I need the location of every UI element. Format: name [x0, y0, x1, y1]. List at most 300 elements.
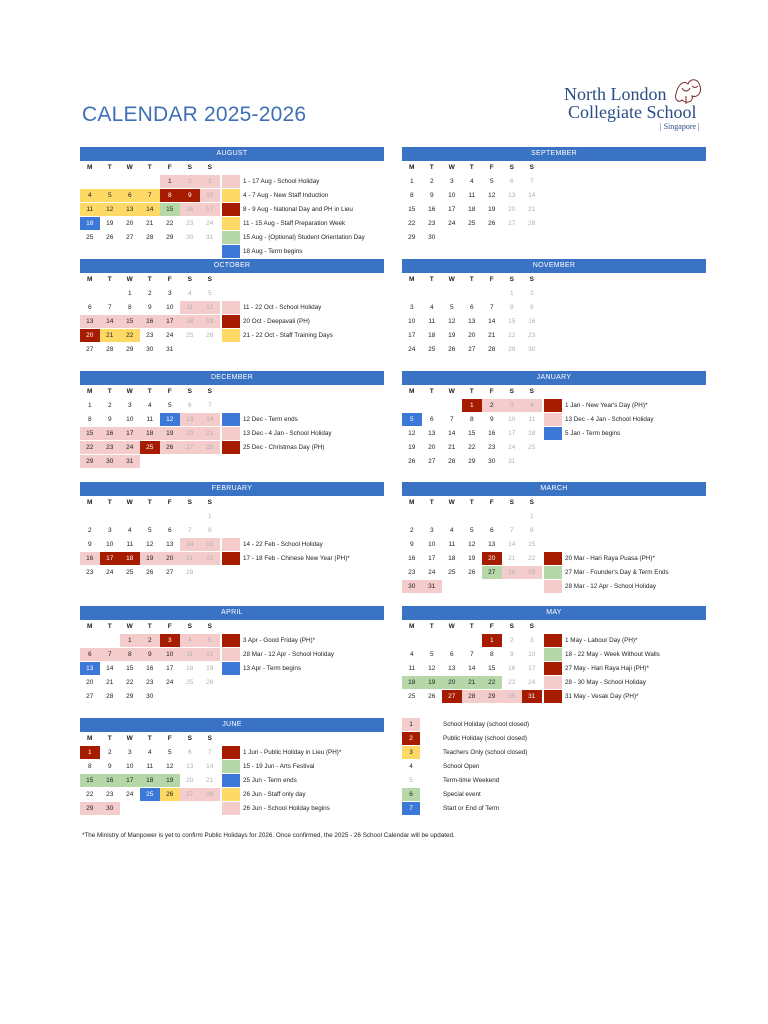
event-text: 25 Dec - Christmas Day (PH)	[243, 444, 325, 451]
day-cell: 18	[180, 315, 200, 328]
weekday-label: S	[509, 276, 514, 283]
month-header: AUGUST	[80, 147, 384, 161]
week-row	[80, 634, 220, 648]
event-note	[222, 175, 384, 188]
day-cell: 14	[508, 541, 516, 548]
day-cell: 17	[428, 555, 436, 562]
day-cell: 9	[107, 763, 112, 770]
day-cell: 9	[87, 541, 92, 548]
event-note	[544, 580, 706, 593]
day-cell: 9	[107, 416, 112, 423]
day-cell: 18	[186, 665, 194, 672]
day-cell: 3	[167, 290, 172, 297]
week-row	[80, 427, 220, 441]
weekday-label: T	[107, 623, 112, 630]
day-cell: 31	[508, 458, 516, 465]
weekday-label: T	[107, 388, 112, 395]
day-cell: 2	[107, 402, 112, 409]
day-cell: 21	[488, 332, 496, 339]
day-cell: 11	[428, 318, 436, 325]
day-cell: 24	[206, 220, 214, 227]
day-cell: 12	[200, 301, 220, 314]
empty-cell	[502, 510, 522, 523]
day-cell: 23	[86, 569, 94, 576]
day-cell: 30	[100, 455, 120, 468]
day-cell: 21	[528, 206, 536, 213]
logo-line-2: Collegiate School	[568, 102, 697, 122]
day-cell: 29	[80, 802, 100, 815]
day-cell: 31	[206, 234, 214, 241]
day-cell: 18	[140, 774, 160, 787]
empty-cell	[160, 510, 180, 523]
event-swatch	[544, 566, 562, 579]
weekday-label: T	[429, 164, 434, 171]
day-cell: 26	[160, 441, 180, 454]
day-cell: 7	[207, 402, 212, 409]
day-cell: 26	[106, 234, 114, 241]
day-cell: 20	[186, 777, 194, 784]
empty-cell	[160, 690, 180, 703]
day-cell: 21	[180, 552, 200, 565]
day-cell: 7	[469, 651, 474, 658]
day-cell: 31	[166, 346, 174, 353]
day-cell: 16	[428, 206, 436, 213]
day-cell: 19	[408, 444, 416, 451]
day-cell: 15	[80, 774, 100, 787]
empty-cell	[120, 510, 140, 523]
event-note	[222, 662, 384, 675]
day-cell: 8	[529, 527, 534, 534]
day-cell: 12	[100, 203, 120, 216]
day-cell: 29	[126, 346, 134, 353]
day-cell: 4	[80, 189, 100, 202]
empty-cell	[402, 634, 422, 647]
day-cell: 24	[166, 332, 174, 339]
event-swatch	[222, 746, 240, 759]
day-cell: 7	[449, 416, 454, 423]
empty-cell	[462, 580, 482, 593]
week-row	[80, 676, 220, 690]
empty-cell	[100, 287, 120, 300]
day-cell: 14	[140, 203, 160, 216]
weekday-label: S	[187, 623, 192, 630]
day-cell: 4	[147, 402, 152, 409]
day-cell: 5	[167, 749, 172, 756]
day-cell: 2	[107, 749, 112, 756]
day-cell: 18	[428, 332, 436, 339]
day-cell: 16	[80, 552, 100, 565]
event-text: 25 Jun - Term ends	[243, 777, 297, 784]
day-cell: 30	[186, 234, 194, 241]
day-cell: 9	[529, 304, 534, 311]
logo-line-3: | Singapore |	[660, 122, 700, 131]
event-note	[222, 634, 384, 647]
event-note	[222, 427, 384, 440]
weekday-label: W	[448, 388, 455, 395]
day-cell: 25	[140, 788, 160, 801]
day-cell: 13	[166, 541, 174, 548]
month-header: JUNE	[80, 718, 384, 732]
day-cell: 10	[166, 304, 174, 311]
legend-label: Special event	[443, 791, 481, 798]
day-cell: 29	[408, 234, 416, 241]
week-row	[402, 510, 542, 524]
week-row	[80, 774, 220, 788]
day-cell: 2	[87, 527, 92, 534]
month-february	[80, 482, 384, 576]
empty-cell	[120, 802, 140, 815]
weekday-label: S	[187, 499, 192, 506]
legend-item	[402, 774, 499, 787]
week-row	[80, 788, 220, 802]
legend-label: Start or End of Term	[443, 805, 500, 812]
day-cell: 14	[106, 665, 114, 672]
day-cell: 1	[80, 746, 100, 759]
day-cell: 21	[100, 329, 120, 342]
day-cell: 25	[528, 444, 536, 451]
day-cell: 16	[100, 427, 120, 440]
day-cell: 17	[408, 332, 416, 339]
legend-item	[402, 760, 479, 773]
weekday-label: F	[167, 499, 172, 506]
weekday-label: F	[167, 623, 172, 630]
weekday-label: F	[489, 623, 494, 630]
week-row	[80, 802, 220, 816]
day-cell: 6	[187, 749, 192, 756]
event-text: 17 - 18 Feb - Chinese New Year (PH)*	[243, 555, 350, 562]
event-swatch	[544, 690, 562, 703]
day-cell: 1	[127, 290, 132, 297]
week-row	[80, 662, 220, 676]
day-cell: 22	[86, 791, 94, 798]
day-cell: 19	[200, 315, 220, 328]
legend-label: Term-time Weekend	[443, 777, 500, 784]
day-cell: 14	[528, 192, 536, 199]
event-note	[544, 413, 706, 426]
day-cell: 21	[106, 679, 114, 686]
day-cell: 20	[428, 444, 436, 451]
month-header: SEPTEMBER	[402, 147, 706, 161]
day-cell: 25	[428, 346, 436, 353]
week-row	[402, 552, 542, 566]
day-cell: 2	[140, 634, 160, 647]
weekday-label: T	[469, 623, 474, 630]
empty-cell	[522, 580, 542, 593]
event-swatch	[222, 245, 240, 258]
day-cell: 28	[502, 566, 522, 579]
day-cell: 12	[408, 430, 416, 437]
crest-icon	[672, 74, 704, 108]
event-text: 31 May - Vesak Day (PH)*	[565, 693, 639, 700]
day-cell: 22	[120, 329, 140, 342]
day-cell: 6	[80, 648, 100, 661]
event-swatch	[222, 552, 240, 565]
event-text: 20 Mar - Hari Raya Puasa (PH)*	[565, 555, 655, 562]
day-cell: 30	[488, 458, 496, 465]
day-cell: 11	[528, 416, 536, 423]
day-cell: 27	[442, 690, 462, 703]
event-text: 8 - 9 Aug - National Day and PH in Lieu	[243, 206, 353, 213]
weekday-label: M	[409, 276, 415, 283]
empty-cell	[482, 580, 502, 593]
legend-label: School Open	[443, 763, 480, 770]
day-cell: 21	[448, 444, 456, 451]
event-swatch	[222, 538, 240, 551]
week-row	[80, 287, 220, 301]
event-note	[544, 399, 706, 412]
day-cell: 8	[409, 192, 414, 199]
day-cell: 30	[502, 690, 522, 703]
empty-cell	[422, 287, 442, 300]
weekday-label: F	[489, 164, 494, 171]
day-cell: 27	[180, 788, 200, 801]
week-row	[80, 690, 220, 704]
weekday-label: T	[147, 499, 152, 506]
weekday-label: S	[207, 388, 212, 395]
empty-cell	[200, 455, 220, 468]
event-note	[222, 648, 384, 661]
day-cell: 12	[146, 541, 154, 548]
day-cell: 6	[469, 304, 474, 311]
day-cell: 8	[87, 416, 92, 423]
empty-cell	[180, 455, 200, 468]
week-row	[80, 175, 220, 189]
day-cell: 13	[468, 318, 476, 325]
day-cell: 16	[180, 203, 200, 216]
weekday-label: S	[529, 164, 534, 171]
weekday-header	[80, 273, 220, 287]
day-cell: 7	[100, 648, 120, 661]
event-text: 15 - 19 Jun - Arts Festival	[243, 763, 315, 770]
day-cell: 16	[508, 665, 516, 672]
weekday-header	[80, 732, 220, 746]
day-cell: 7	[489, 304, 494, 311]
week-row	[402, 427, 542, 441]
week-row	[80, 329, 220, 343]
empty-cell	[180, 802, 200, 815]
day-cell: 4	[469, 178, 474, 185]
day-cell: 10	[448, 192, 456, 199]
legend-item	[402, 718, 529, 731]
event-swatch	[544, 662, 562, 675]
month-days	[402, 273, 542, 357]
day-cell: 22	[166, 220, 174, 227]
empty-cell	[422, 634, 442, 647]
empty-cell	[482, 287, 502, 300]
day-cell: 5	[402, 413, 422, 426]
day-cell: 7	[107, 304, 112, 311]
day-cell: 26	[488, 220, 496, 227]
weekday-label: W	[126, 499, 133, 506]
day-cell: 24	[166, 679, 174, 686]
day-cell: 19	[448, 332, 456, 339]
day-cell: 24	[508, 444, 516, 451]
event-swatch	[222, 217, 240, 230]
event-note	[222, 746, 384, 759]
empty-cell	[422, 510, 442, 523]
day-cell: 30	[146, 346, 154, 353]
day-cell: 17	[200, 203, 220, 216]
day-cell: 28	[106, 346, 114, 353]
day-cell: 2	[409, 527, 414, 534]
day-cell: 9	[429, 192, 434, 199]
day-cell: 8	[207, 527, 212, 534]
day-cell: 8	[469, 416, 474, 423]
event-note	[222, 774, 384, 787]
empty-cell	[200, 343, 220, 356]
day-cell: 24	[428, 569, 436, 576]
day-cell: 26	[428, 693, 436, 700]
day-cell: 23	[100, 441, 120, 454]
month-days	[402, 496, 542, 594]
weekday-label: T	[147, 735, 152, 742]
day-cell: 29	[166, 234, 174, 241]
empty-cell	[100, 175, 120, 188]
day-cell: 30	[428, 234, 436, 241]
event-text: 27 Mar - Founder's Day & Term Ends	[565, 569, 669, 576]
event-text: 1 May - Labour Day (PH)*	[565, 637, 638, 644]
week-row	[402, 580, 542, 594]
month-january	[402, 371, 706, 465]
day-cell: 29	[80, 455, 100, 468]
weekday-label: T	[469, 499, 474, 506]
event-note	[222, 413, 384, 426]
weekday-label: T	[469, 276, 474, 283]
empty-cell	[200, 566, 220, 579]
week-row	[80, 343, 220, 357]
week-row	[80, 441, 220, 455]
day-cell: 27	[86, 346, 94, 353]
day-cell: 26	[160, 788, 180, 801]
day-cell: 28	[200, 441, 220, 454]
empty-cell	[200, 690, 220, 703]
day-cell: 3	[160, 634, 180, 647]
event-text: 13 Dec - 4 Jan - School Holiday	[565, 416, 654, 423]
day-cell: 25	[468, 220, 476, 227]
day-cell: 26	[146, 569, 154, 576]
event-note	[222, 802, 384, 815]
day-cell: 5	[207, 290, 212, 297]
day-cell: 25	[126, 569, 134, 576]
event-swatch	[544, 552, 562, 565]
day-cell: 3	[409, 304, 414, 311]
day-cell: 10	[200, 189, 220, 202]
month-header: NOVEMBER	[402, 259, 706, 273]
empty-cell	[442, 231, 462, 244]
day-cell: 1	[509, 290, 514, 297]
event-text: 26 Jun - Staff only day	[243, 791, 306, 798]
event-note	[222, 552, 384, 565]
day-cell: 25	[448, 569, 456, 576]
empty-cell	[180, 690, 200, 703]
day-cell: 27	[126, 234, 134, 241]
month-days	[402, 161, 542, 245]
week-row	[402, 203, 542, 217]
day-cell: 26	[448, 346, 456, 353]
weekday-header	[80, 496, 220, 510]
day-cell: 18	[120, 552, 140, 565]
day-cell: 27	[86, 693, 94, 700]
day-cell: 30	[100, 802, 120, 815]
empty-cell	[402, 399, 422, 412]
weekday-header	[402, 496, 542, 510]
empty-cell	[120, 175, 140, 188]
week-row	[80, 399, 220, 413]
day-cell: 9	[140, 648, 160, 661]
day-cell: 9	[180, 189, 200, 202]
event-note	[222, 189, 384, 202]
empty-cell	[422, 399, 442, 412]
day-cell: 18	[448, 555, 456, 562]
legend-swatch: 7	[402, 802, 420, 815]
month-header: JANUARY	[402, 371, 706, 385]
day-cell: 24	[106, 569, 114, 576]
weekday-label: S	[207, 735, 212, 742]
day-cell: 23	[146, 679, 154, 686]
empty-cell	[140, 510, 160, 523]
day-cell: 15	[160, 203, 180, 216]
event-swatch	[222, 315, 240, 328]
event-swatch	[222, 648, 240, 661]
day-cell: 16	[528, 318, 536, 325]
day-cell: 13	[180, 413, 200, 426]
weekday-header	[402, 161, 542, 175]
event-text: 13 Apr - Term begins	[243, 665, 301, 672]
weekday-label: W	[126, 623, 133, 630]
empty-cell	[80, 634, 100, 647]
event-note	[222, 203, 384, 216]
day-cell: 1	[529, 513, 534, 520]
empty-cell	[502, 580, 522, 593]
day-cell: 1	[87, 402, 92, 409]
day-cell: 29	[522, 566, 542, 579]
day-cell: 6	[187, 402, 192, 409]
week-row	[80, 301, 220, 315]
day-cell: 4	[147, 749, 152, 756]
week-row	[80, 524, 220, 538]
week-row	[402, 524, 542, 538]
day-cell: 8	[127, 304, 132, 311]
day-cell: 6	[429, 416, 434, 423]
empty-cell	[462, 634, 482, 647]
event-note	[544, 662, 706, 675]
day-cell: 4	[180, 634, 200, 647]
day-cell: 9	[409, 541, 414, 548]
day-cell: 18	[528, 430, 536, 437]
day-cell: 24	[126, 791, 134, 798]
day-cell: 17	[508, 430, 516, 437]
event-text: 1 - 17 Aug - School Holiday	[243, 178, 320, 185]
week-row	[402, 329, 542, 343]
day-cell: 19	[468, 555, 476, 562]
day-cell: 21	[146, 220, 154, 227]
day-cell: 28	[528, 220, 536, 227]
weekday-header	[402, 620, 542, 634]
day-cell: 22	[80, 441, 100, 454]
day-cell: 21	[200, 427, 220, 440]
day-cell: 15	[120, 315, 140, 328]
event-swatch	[544, 413, 562, 426]
event-text: 1 Jan - New Year's Day (PH)*	[565, 402, 648, 409]
day-cell: 11	[126, 541, 134, 548]
day-cell: 25	[186, 679, 194, 686]
weekday-label: S	[509, 623, 514, 630]
school-logo	[560, 74, 710, 134]
legend-swatch: 4	[402, 760, 420, 773]
day-cell: 2	[429, 178, 434, 185]
event-note	[222, 245, 384, 258]
day-cell: 7	[187, 527, 192, 534]
